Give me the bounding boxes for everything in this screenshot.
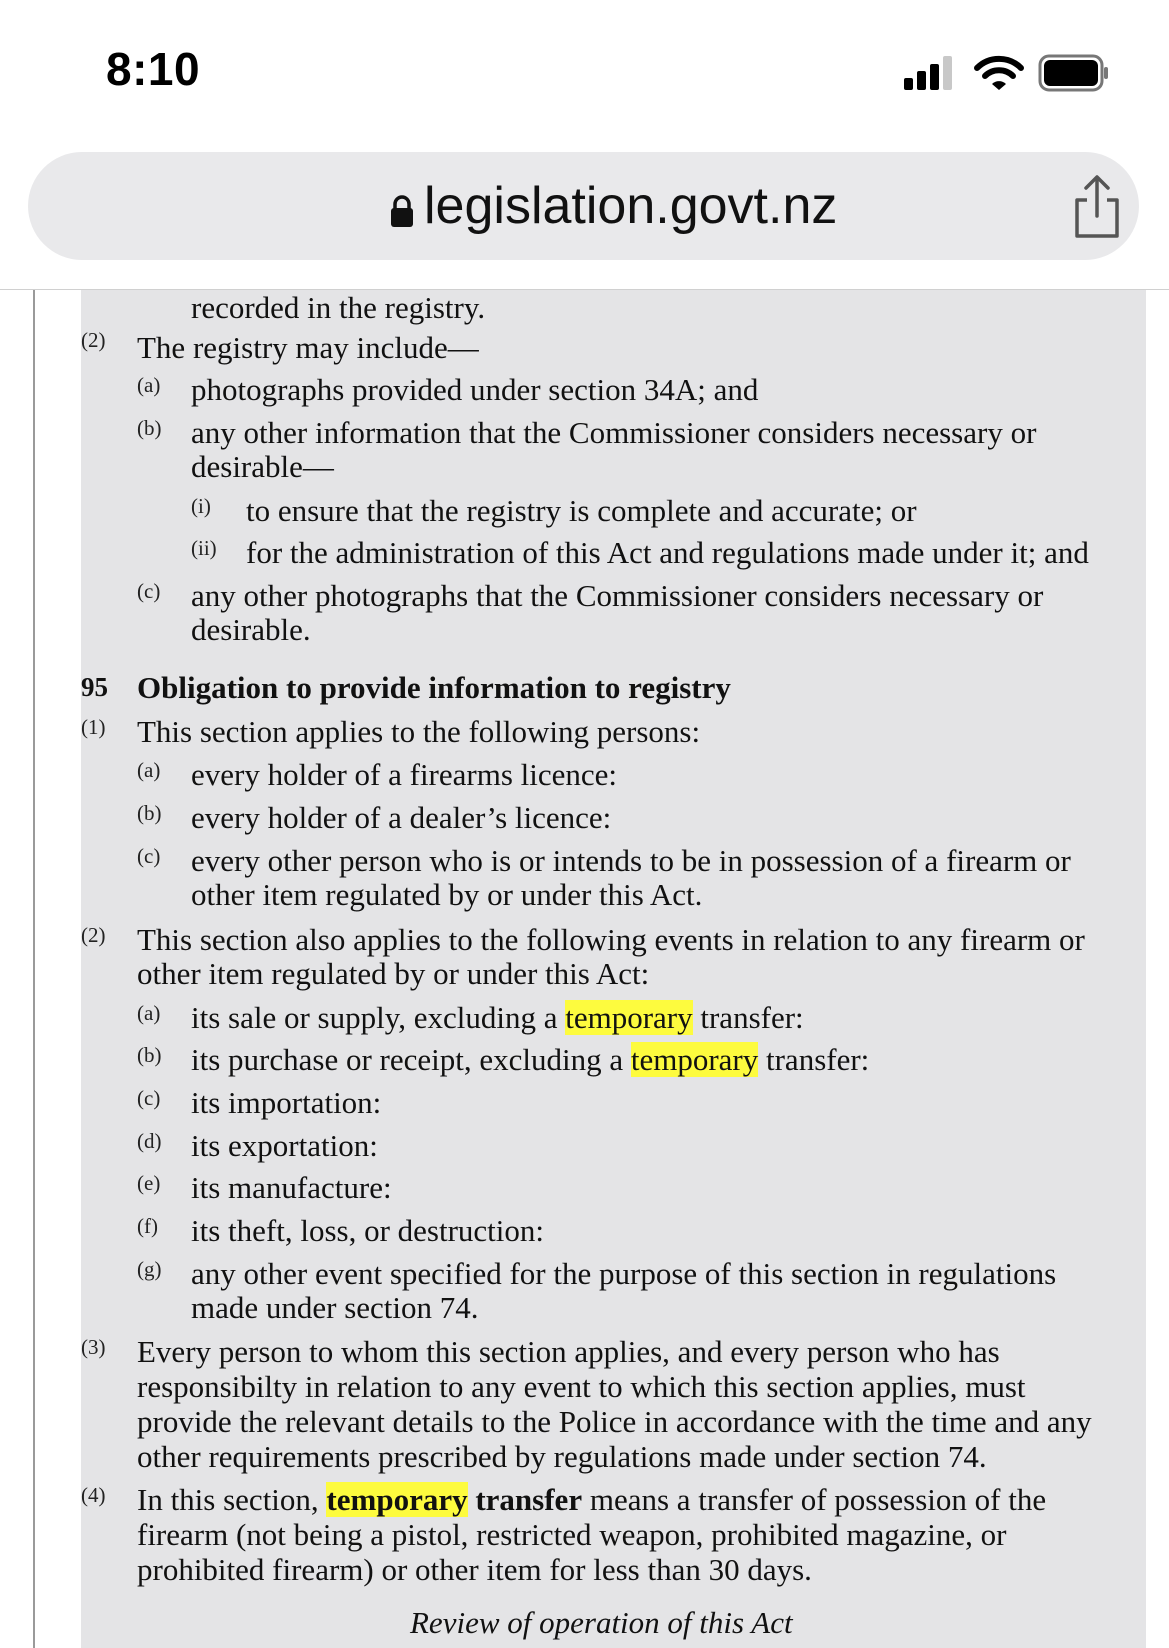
text-line: recorded in the registry. (191, 290, 486, 325)
paragraph-marker: (c) (137, 844, 161, 868)
text-line: In this section, temporary transfer means a transfer of possession of the (137, 1482, 1047, 1517)
text-line: every other person who is or intends to be in possession of a firearm or (191, 843, 1071, 878)
paragraph-marker: (g) (137, 1257, 162, 1281)
wifi-icon (974, 54, 1024, 92)
paragraph-marker: (a) (137, 373, 161, 397)
paragraph-marker: (b) (137, 416, 162, 440)
text-line: its theft, loss, or destruction: (191, 1213, 545, 1248)
paragraph-marker: (f) (137, 1214, 158, 1238)
subsection-marker: (2) (81, 923, 106, 947)
document-viewport[interactable] (0, 290, 1169, 1648)
text-line: This section applies to the following persons: (137, 714, 701, 749)
text-line: every holder of a dealer’s licence: (191, 800, 612, 835)
subparagraph-marker: (ii) (191, 536, 217, 560)
pdf-page (81, 290, 1146, 1648)
address-bar[interactable] (28, 152, 1139, 260)
paragraph-marker: (a) (137, 1001, 161, 1025)
text-line: This section also applies to the following events in relation to any firearm or (137, 922, 1085, 957)
paragraph-marker: (c) (137, 1086, 161, 1110)
subsection-marker: (4) (81, 1483, 106, 1507)
text-line: responsibilty in relation to any event to which this section applies, must (137, 1369, 1026, 1404)
lock-icon (390, 194, 414, 228)
status-bar (0, 0, 1169, 130)
text-line: other requirements prescribed by regulations made under section 74. (137, 1439, 987, 1474)
cross-heading: Review of operation of this Act (410, 1605, 793, 1640)
text-line: provide the relevant details to the Police in accordance with the time and any (137, 1404, 1092, 1439)
cellular-signal-icon (904, 56, 956, 90)
text-line: desirable— (191, 449, 334, 484)
search-highlight: temporary (630, 1042, 759, 1077)
text-line: The registry may include— (137, 330, 479, 365)
clock-time: 8:10 (106, 43, 201, 95)
text-line: every holder of a firearms licence: (191, 757, 618, 792)
text-line: its importation: (191, 1085, 382, 1120)
text-line: any other information that the Commissioner considers necessary or (191, 415, 1037, 450)
paragraph-marker: (e) (137, 1171, 161, 1195)
text-line: Every person to whom this section applies, and every person who has (137, 1334, 1000, 1369)
text-line: other item regulated by or under this Act. (191, 877, 703, 912)
section-number: 95 (81, 672, 108, 702)
text-line: its manufacture: (191, 1170, 392, 1205)
paragraph-marker: (b) (137, 1043, 162, 1067)
text-line: other item regulated by or under this Act: (137, 956, 650, 991)
battery-icon (1038, 54, 1110, 92)
share-icon[interactable] (1070, 174, 1124, 240)
url-text[interactable]: legislation.govt.nz (424, 177, 838, 235)
text-line: desirable. (191, 612, 311, 647)
paragraph-marker: (d) (137, 1129, 162, 1153)
paragraph-marker: (b) (137, 801, 162, 825)
text-line: any other photographs that the Commissioner considers necessary or (191, 578, 1044, 613)
text-line: its purchase or receipt, excluding a temporary transfer: (191, 1042, 870, 1077)
subsection-marker: (2) (81, 328, 106, 352)
text-line: prohibited firearm) or other item for less than 30 days. (137, 1552, 812, 1587)
subsection-marker: (3) (81, 1335, 106, 1359)
paragraph-marker: (c) (137, 579, 161, 603)
margin-rule (33, 290, 35, 1648)
text-line: its exportation: (191, 1128, 378, 1163)
subsection-marker: (1) (81, 715, 106, 739)
search-highlight: temporary (326, 1482, 468, 1517)
text-line: its sale or supply, excluding a temporary transfer: (191, 1000, 804, 1035)
section-heading: Obligation to provide information to registry (137, 670, 731, 705)
text-line: to ensure that the registry is complete and accurate; or (246, 493, 917, 528)
text-line: for the administration of this Act and regulations made under it; and (246, 535, 1089, 570)
paragraph-marker: (a) (137, 758, 161, 782)
subparagraph-marker: (i) (191, 494, 211, 518)
search-highlight: temporary (565, 1000, 693, 1035)
text-line: any other event specified for the purpose of this section in regulations (191, 1256, 1057, 1291)
text-line: made under section 74. (191, 1290, 479, 1325)
text-line: firearm (not being a pistol, restricted weapon, prohibited magazine, or (137, 1517, 1007, 1552)
text-line: photographs provided under section 34A; and (191, 372, 759, 407)
